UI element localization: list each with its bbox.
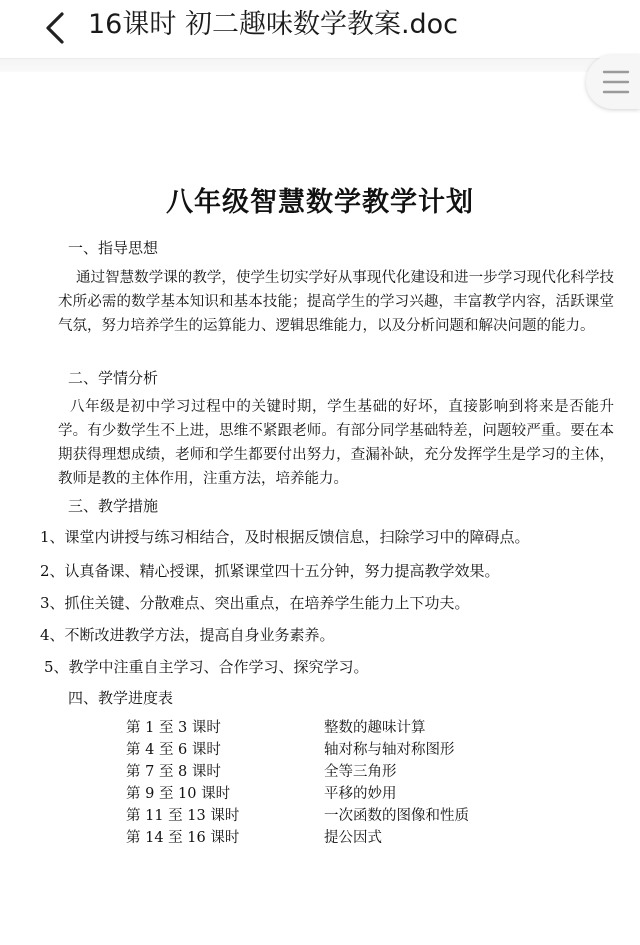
section-heading-analysis: 二、学情分析 [68,369,159,387]
schedule-row [126,717,606,739]
measure-item: 2、认真备课、精心授课，抓紧课堂四十五分钟，努力提高教学效果。 [40,562,500,580]
schedule-lessons: 第 4 至 6 课时 [126,742,221,758]
schedule-lessons: 第 11 至 13 课时 [126,808,240,824]
schedule-topic: 一次函数的图像和性质 [324,808,469,824]
section-heading-guiding: 一、指导思想 [68,239,159,257]
back-button[interactable] [36,8,76,48]
schedule-topic: 轴对称与轴对称图形 [324,742,455,758]
schedule-lessons: 第 1 至 3 课时 [126,720,221,736]
schedule-row [126,739,606,761]
measure-item: 3、抓住关键、分散难点、突出重点，在培养学生能力上下功夫。 [40,594,470,612]
hamburger-menu-icon [586,55,640,109]
document-title: 八年级智慧数学教学计划 [166,187,474,218]
schedule-lessons: 第 14 至 16 课时 [126,830,240,846]
schedule-topic: 全等三角形 [324,764,397,780]
menu-button[interactable] [586,55,640,109]
schedule-row [126,805,606,827]
measure-item: 4、不断改进教学方法，提高自身业务素养。 [40,626,335,644]
schedule-lessons: 第 9 至 10 课时 [126,786,231,802]
paragraph-guiding: 通过智慧数学课的教学，使学生切实学好从事现代化建设和进一步学习现代化科学技术所必需的数学基本知识和基本技能；提高学生的学习兴趣，丰富教学内容，活跃课堂气氛，努力培养学生的运算能力、逻辑思维能力，以及分析问题和解决问题的能力。 [58,270,614,334]
schedule-topic: 提公因式 [324,830,382,846]
header-divider [0,58,640,73]
section-heading-measures: 三、教学措施 [68,497,159,515]
app-header [0,0,640,58]
measure-item: 1、课堂内讲授与练习相结合，及时根据反馈信息，扫除学习中的障碍点。 [40,528,530,546]
paragraph-analysis: 八年级是初中学习过程中的关键时期，学生基础的好坏，直接影响到将来是否能升学。有少数学生不上进，思维不紧跟老师。有部分同学基础特差，问题较严重。要在本期获得理想成绩，老师和学生都要付出努力，查漏补缺，充分发挥学生是学习的主体，教师是教的主体作用，注重方法，培养能力。 [58,399,614,487]
schedule-row [126,827,606,849]
schedule-topic: 整数的趣味计算 [324,720,426,736]
schedule-row [126,761,606,783]
schedule-row [126,783,606,805]
measure-item: 5、教学中注重自主学习、合作学习、探究学习。 [44,658,369,676]
chevron-left-icon [36,8,76,48]
section-heading-schedule: 四、教学进度表 [68,689,174,707]
document-filename: 16课时 初二趣味数学教案.doc [88,9,459,40]
document-page [0,72,640,945]
schedule-lessons: 第 7 至 8 课时 [126,764,221,780]
schedule-topic: 平移的妙用 [324,786,397,802]
